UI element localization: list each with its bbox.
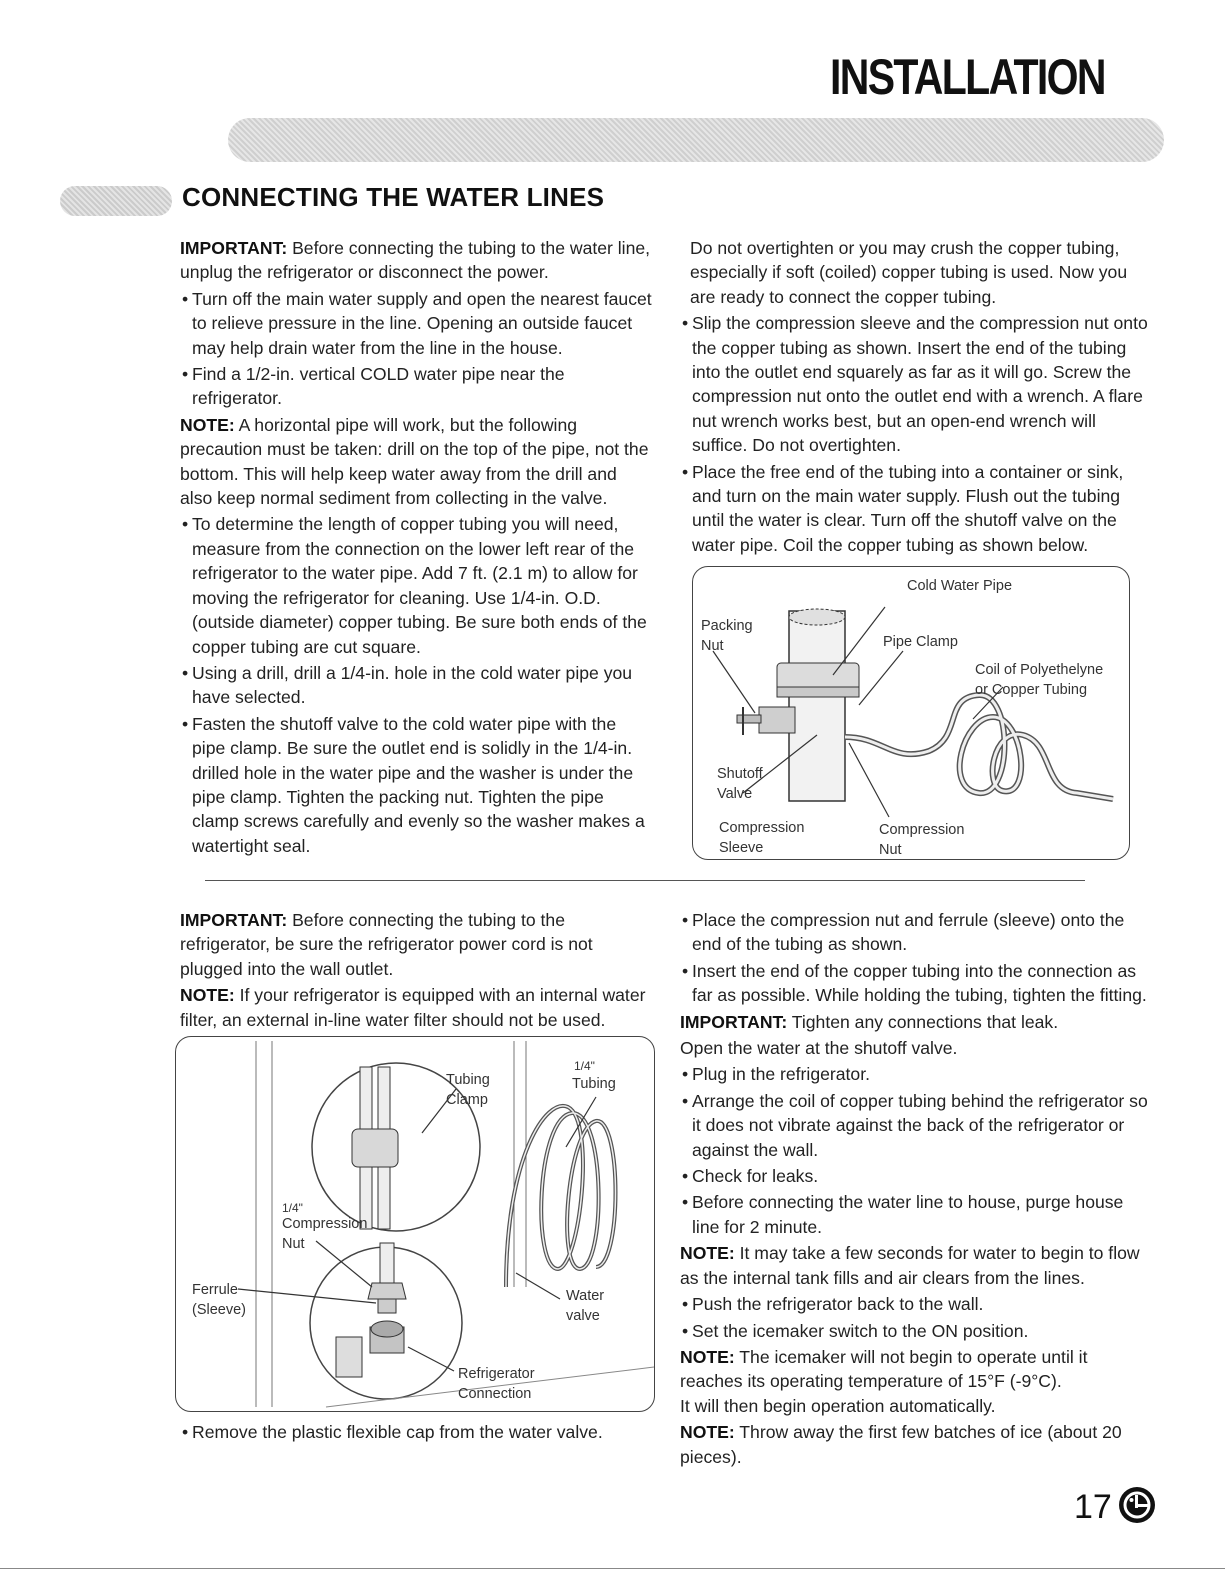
label-comp-sleeve-1: Compression [719, 820, 805, 836]
right-column-bottom [680, 908, 1152, 1471]
label-comp-nut-1: Compression [879, 822, 965, 838]
section-tab-decoration [60, 186, 172, 216]
page-header-title: INSTALLATION [830, 49, 1105, 105]
bullet-icon: • [682, 1090, 689, 1111]
label-coil-1: Coil of Polyethelyne [975, 662, 1104, 678]
section-title: CONNECTING THE WATER LINES [182, 182, 605, 212]
list-item: • Check for leaks. [680, 1164, 1152, 1188]
shutoff-valve-illustration [693, 567, 1129, 859]
list-item: • Find a 1/2-in. vertical COLD water pipe near the refrigerator. [182, 364, 565, 409]
note-paragraph: NOTE: If your refrigerator is equipped with an internal water filter, an external in-line water filter should not be used. [180, 985, 646, 1030]
note-continuation: It will then begin operation automatically. [680, 1395, 996, 1416]
bullet-icon: • [682, 910, 689, 930]
bullet-icon: • [682, 1320, 689, 1341]
list-item: • Slip the compression sleeve and the compression nut onto the copper tubing as shown. Insert the end of the tubing into the outlet end squarely as far as it will go. Screw the compression nut onto the outlet end with a wrench. A flare nut wrench works best, but an open-end wrench will suffice. Do not overtighten. [682, 313, 1148, 456]
bullet-icon: • [182, 1422, 189, 1442]
important-paragraph: IMPORTANT: Tighten any connections that leak. [680, 1011, 1059, 1032]
left-column-bottom-bullet [180, 1420, 652, 1446]
bullet-icon: • [682, 1192, 689, 1213]
note-label: NOTE: [180, 414, 235, 435]
label-tubing-clamp-2: Clamp [446, 1092, 488, 1108]
list-item: • To determine the length of copper tubing you will need, measure from the connection on the lower left rear of the refrigerator to the water pipe. Add 7 ft. (2.1 m) to allow for moving the refrigerator for cleaning. Use 1/4-in. O.D. (outside diameter) copper tubing. Be sure both ends of the copper tubing are cut square. [182, 514, 647, 657]
list-item: • Fasten the shutoff valve to the cold water pipe with the pipe clamp. Be sure the outlet end is solidly in the 1/4-in. drilled hole in the water pipe and the washer is under the pipe clamp. Tighten the packing nut. Tighten the pipe clamp screws carefully and evenly so the washer makes a watertight seal. [182, 713, 645, 856]
label-shutoff-1: Shutoff [717, 766, 763, 782]
label-ferrule-1: Ferrule [192, 1282, 238, 1298]
page-number: 17 [1074, 1488, 1112, 1526]
label-pipe-clamp: Pipe Clamp [883, 634, 958, 650]
bullet-icon: • [182, 662, 189, 683]
figure-shutoff-valve [692, 566, 1130, 860]
lg-logo-icon [1118, 1486, 1156, 1524]
list-item: • Arrange the coil of copper tubing behind the refrigerator so it does not vibrate against the back of the refrigerator or against the wall. [682, 1090, 1148, 1160]
label-ferrule-2: (Sleeve) [192, 1302, 246, 1318]
bullet-icon: • [182, 713, 189, 734]
label-water-valve-1: Water [566, 1288, 605, 1304]
bullet-icon: • [682, 461, 689, 482]
label-shutoff-2: Valve [717, 786, 753, 802]
note-paragraph: NOTE: It may take a few seconds for water to begin to flow as the internal tank fills and air clears from the lines. [680, 1243, 1140, 1288]
bullet-icon: • [682, 1166, 689, 1187]
label-quarter-tubing-1: 1/4" [574, 1059, 595, 1073]
important-label: IMPORTANT: [180, 238, 288, 258]
bullet-icon: • [682, 960, 689, 981]
label-coil-2: or Copper Tubing [975, 682, 1088, 698]
list-item: • Place the free end of the tubing into a container or sink, and turn on the main water supply. Flush out the tubing until the water is clear. Turn off the shutoff valve on the water pipe. Coil the copper tubing as shown below. [682, 461, 1124, 555]
list-item: • Turn off the main water supply and open the nearest faucet to relieve pressure in the line. Opening an outside faucet may help drain water from the line in the house. [182, 288, 652, 358]
label-comp-nut-1: 1/4" [282, 1201, 303, 1215]
list-item: • Set the icemaker switch to the ON position. [680, 1319, 1152, 1343]
note-paragraph: NOTE: A horizontal pipe will work, but the following precaution must be taken: drill on the top of the pipe, not the bottom. This will help keep water away from the drill and also keep normal sediment from collecting in the valve. [180, 414, 649, 509]
label-comp-sleeve-2: Sleeve [719, 840, 764, 856]
label-tubing-clamp-1: Tubing [446, 1072, 490, 1088]
important-text: Before connecting the tubing to the water line, unplug the refrigerator or disconnect the power. [180, 238, 651, 283]
figure-refrigerator-connection [175, 1036, 655, 1412]
important-paragraph [180, 236, 652, 285]
bullet-icon: • [182, 364, 189, 385]
list-item: • Remove the plastic flexible cap from the water valve. [180, 1420, 652, 1444]
section-divider [205, 880, 1085, 881]
label-quarter-tubing-2: Tubing [572, 1076, 616, 1092]
left-column-bottom [180, 908, 652, 1034]
label-comp-nut-3: Nut [282, 1236, 305, 1252]
label-fridge-conn-2: Connection [458, 1386, 532, 1402]
open-water-text: Open the water at the shutoff valve. [680, 1038, 958, 1059]
important-paragraph: IMPORTANT: Before connecting the tubing to the refrigerator, be sure the refrigerator power cord is not plugged into the wall outlet. [180, 910, 593, 979]
page-bottom-rule [0, 1568, 1225, 1569]
refrigerator-connection-illustration [176, 1037, 654, 1411]
left-column-top [180, 236, 652, 860]
list-item: • Place the compression nut and ferrule (sleeve) onto the end of the tubing as shown. [682, 910, 1125, 955]
label-packing-nut-2: Nut [701, 638, 724, 654]
important-label: IMPORTANT: [180, 910, 288, 930]
header-decorative-bar [228, 118, 1164, 162]
note-label: NOTE: [680, 1422, 735, 1443]
list-item: • Insert the end of the copper tubing into the connection as far as possible. While holding the tubing, tighten the fitting. [682, 960, 1147, 1006]
list-item: • Plug in the refrigerator. [680, 1062, 1152, 1086]
bullet-icon: • [182, 288, 189, 309]
bullet-icon: • [682, 313, 689, 334]
note-label: NOTE: [680, 1346, 735, 1367]
note-label: NOTE: [680, 1243, 735, 1264]
label-comp-nut-2: Nut [879, 842, 902, 858]
bullet-icon: • [182, 514, 189, 535]
note-paragraph: NOTE: Throw away the first few batches of ice (about 20 pieces). [680, 1422, 1122, 1467]
label-comp-nut-2: Compression [282, 1216, 368, 1232]
right-column-top [680, 236, 1152, 559]
list-item: • Using a drill, drill a 1/4-in. hole in the cold water pipe you have selected. [182, 662, 633, 708]
intro-paragraph: Do not overtighten or you may crush the copper tubing, especially if soft (coiled) copper tubing is used. Now you are ready to connect the copper tubing. [690, 238, 1128, 307]
label-water-valve-2: valve [566, 1308, 600, 1324]
bullet-icon: • [682, 1294, 689, 1315]
label-packing-nut-1: Packing [701, 618, 753, 634]
bullet-icon: • [682, 1064, 689, 1085]
label-cold-water-pipe: Cold Water Pipe [907, 578, 1013, 594]
list-item: • Before connecting the water line to house, purge house line for 2 minute. [682, 1192, 1124, 1237]
list-item: • Push the refrigerator back to the wall. [680, 1292, 1152, 1316]
label-fridge-conn-1: Refrigerator [458, 1366, 535, 1382]
important-label: IMPORTANT: [680, 1011, 788, 1032]
note-label: NOTE: [180, 985, 235, 1006]
note-paragraph: NOTE: The icemaker will not begin to operate until it reaches its operating temperature of 15°F (-9°C). [680, 1346, 1088, 1392]
